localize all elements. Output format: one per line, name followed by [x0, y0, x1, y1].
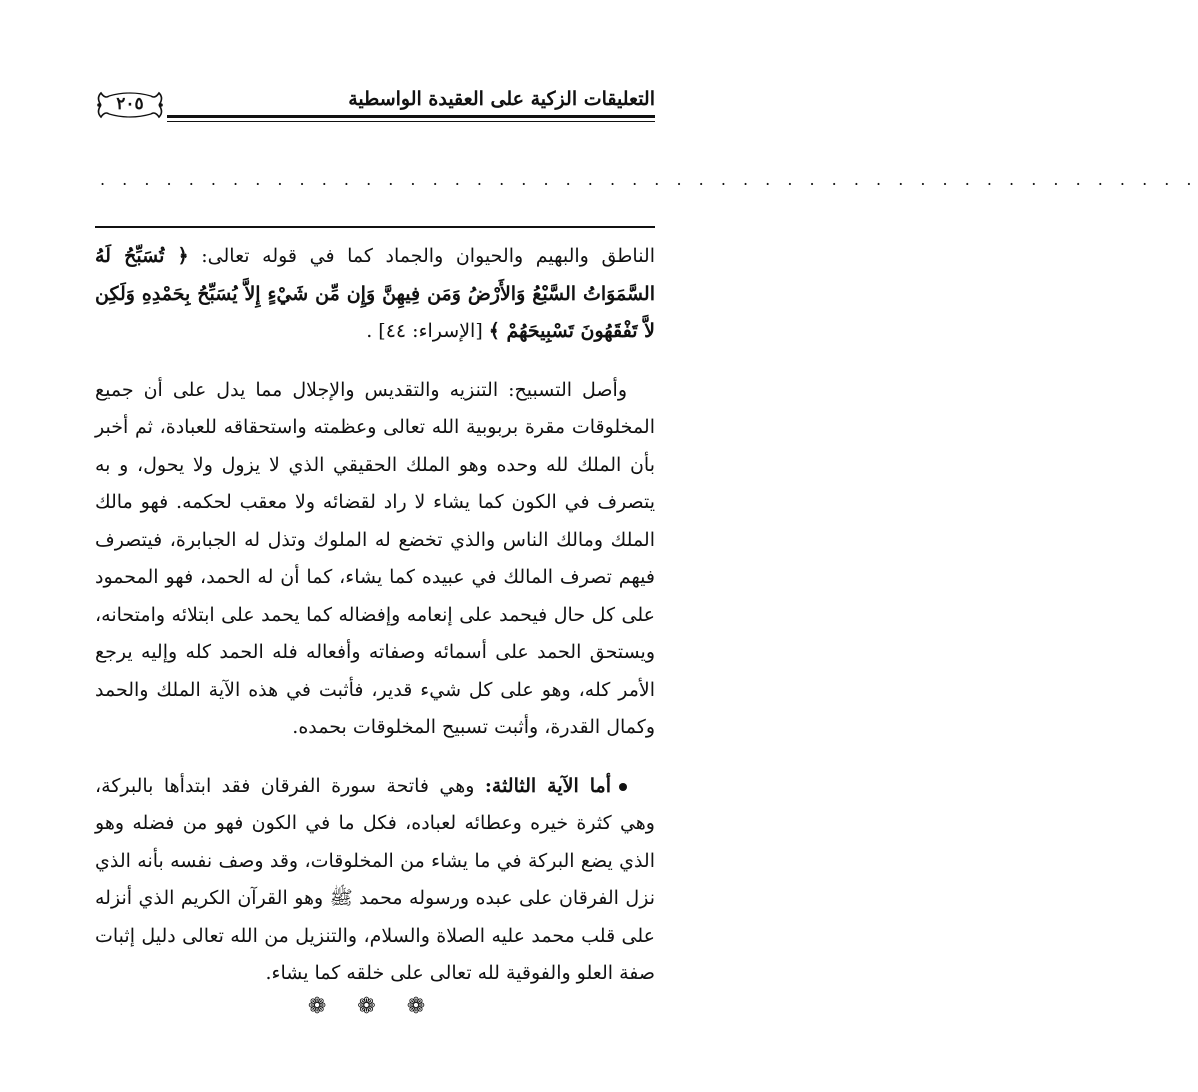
paragraph-3-heading: أما الآية الثالثة: — [484, 774, 611, 797]
page-header — [95, 88, 655, 128]
header-rule-thin — [167, 121, 655, 122]
running-title: التعليقات الزكية على العقيدة الواسطية — [348, 88, 655, 110]
body-text — [95, 238, 655, 993]
bullet-icon — [619, 783, 627, 791]
paragraph-3 — [95, 768, 655, 993]
section-rule — [95, 226, 655, 228]
verse-reference: [الإسراء: ٤٤] . — [366, 320, 489, 342]
paragraph-1-text: الناطق والبهيم والحيوان والجماد كما في قوله تعالى: — [188, 245, 655, 267]
page-number: ٢٠٥ — [116, 94, 144, 114]
omission-dots: . . . . . . . . . . . . . . . . . . . . . . . . . . . . . . . . . . . . . . . . . . . . . . . . . . — [100, 170, 1198, 189]
header-rule-thick — [167, 115, 655, 118]
paragraph-2: وأصل التسبيح: التنزيه والتقديس والإجلال مما يدل على أن جميع المخلوقات مقرة بربوبية الله تعالى وعظمته واستحقاقه للعبادة، ثم أخبر بأن الملك لله وحده وهو الملك الحقيقي الذي لا يزول ولا يحول، و به يتصرف في الكون كما يشاء لا راد لقضائه ولا معقب لحكمه. فهو مالك الملك ومالك الناس والذي تخضع له الملوك وتذل له الجبابرة، فيتصرف فيهم تصرف المالك في عبيده كما يشاء، كما أن له الحمد، فهو المحمود على كل حال فيحمد على إنعامه وإفضاله كما يحمد على ابتلائه وامتحانه، ويستحق الحمد على أسمائه وصفاته وأفعاله فله الحمد كله وإليه يرجع الأمر كله، وهو على كل شيء قدير، فأثبت في هذه الآية الملك والحمد وكمال القدرة، وأثبت تسبيح المخلوقات بحمده. — [95, 378, 655, 738]
paragraph-1 — [95, 238, 655, 351]
end-ornament-icon: ❁ ❁ ❁ — [307, 994, 438, 1019]
quran-verse: ﴿ تُسَبِّحُ لَهُ السَّمَوَاتُ السَّبْعُ وَالأَرْضُ وَمَن فِيهِنَّ وَإِن مِّن شَيْءٍ إِلاَّ يُسَبِّحُ بِحَمْدِهِ وَلَكِن لاَّ تَفْقَهُونَ تَسْبِيحَهُمْ ﴾ — [95, 245, 655, 342]
paragraph-3-text: وهي فاتحة سورة الفرقان فقد ابتدأها بالبركة، وهي كثرة خيره وعطائه لعباده، فكل ما في الكون فهو من فضله وهو الذي يضع البركة في ما يشاء من المخلوقات، وقد وصف نفسه بأنه الذي نزل الفرقان على عبده ورسوله محمد ﷺ وهو القرآن الكريم الذي أنزله على قلب محمد عليه الصلاة والسلام، والتنزيل من الله تعالى دليل إثبات صفة العلو والفوقية لله تعالى على خلقه كما يشاء. — [95, 774, 655, 984]
